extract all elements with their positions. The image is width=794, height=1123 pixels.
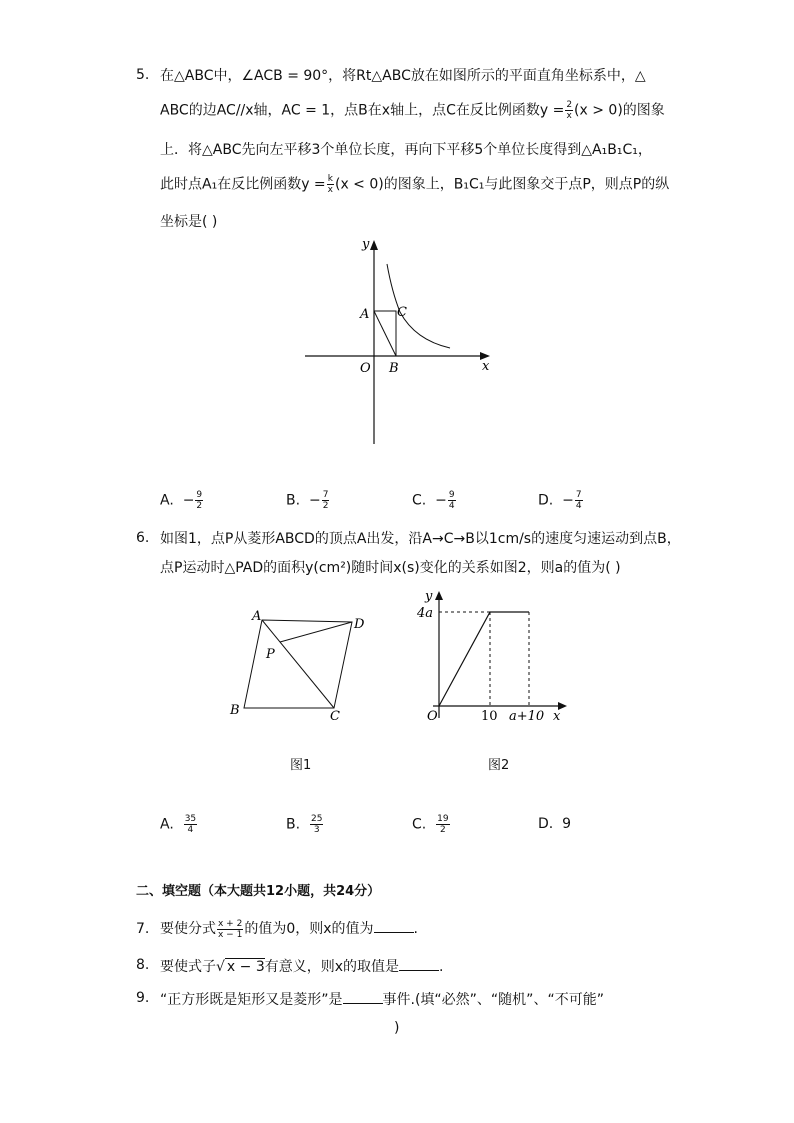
q5-line4-b: (x < 0)的图象上，B₁C₁与此图象交于点P，则点P的纵 bbox=[334, 176, 670, 193]
section2-heading: 二、填空题（本大题共12小题，共24分） bbox=[136, 884, 381, 899]
q6-caption-fig2: 图2 bbox=[488, 758, 510, 773]
q9-line: “正方形既是矩形又是菱形”是 事件.(填“必然”、“随机”、“不可能” bbox=[160, 989, 604, 1010]
q6-label-D: D bbox=[354, 617, 365, 632]
q5-fraction-k-over-x: $\frac{k}{x}$ bbox=[327, 174, 333, 195]
q5-line2-a: ABC的边AC//x轴，AC = 1，点B在x轴上，点C在反比例函数y = bbox=[160, 102, 565, 119]
q8-sqrt-symbol: √ bbox=[216, 959, 225, 975]
q6-line1: 如图1，点P从菱形ABCD的顶点A出发，沿A→C→B以1cm/s的速度匀速运动到点B， bbox=[160, 531, 681, 547]
q8-number: 8. bbox=[136, 957, 150, 973]
q9-closing-paren: ) bbox=[394, 1020, 400, 1036]
q5-line1: 在△ABC中，∠ACB = 90°，将Rt△ABC放在如图所示的平面直角坐标系中，△ bbox=[160, 68, 646, 84]
q6-figure2-graph bbox=[415, 586, 575, 726]
q6-diagonal-AC bbox=[262, 620, 334, 708]
q6-line2: 点P运动时△PAD的面积y(cm²)随时间x(s)变化的关系如图2，则a的值为( ) bbox=[160, 560, 621, 576]
q6-option-a[interactable]: A. $\frac{35}{4}$ bbox=[160, 814, 197, 835]
q5-fraction-2-over-x: $\frac{2}{x}$ bbox=[566, 100, 573, 121]
q5-number: 5. bbox=[136, 67, 150, 83]
q7-number: 7. bbox=[136, 921, 150, 937]
q6-option-b[interactable]: B. $\frac{25}{3}$ bbox=[286, 814, 323, 835]
q7-answer-blank[interactable] bbox=[374, 918, 414, 933]
q5-line2-b: (x > 0)的图象 bbox=[574, 102, 665, 119]
q5-option-d[interactable]: D. − $\frac{7}{4}$ bbox=[538, 490, 582, 511]
q5-option-b[interactable]: B. − $\frac{7}{2}$ bbox=[286, 490, 329, 511]
q6-label-B: B bbox=[230, 703, 240, 718]
q5-option-a[interactable]: A. − $\frac{9}{2}$ bbox=[160, 490, 203, 511]
q5-y-axis-arrow bbox=[370, 240, 378, 250]
q5-segment-AB bbox=[374, 311, 396, 356]
q5-label-y: y bbox=[362, 237, 370, 252]
q6-number: 6. bbox=[136, 530, 150, 546]
q5-line4-a: 此时点A₁在反比例函数y = bbox=[160, 176, 326, 193]
q8-answer-blank[interactable] bbox=[399, 956, 439, 971]
q6-figure1-rhombus bbox=[222, 600, 382, 725]
q9-number: 9. bbox=[136, 990, 150, 1006]
q5-coordinate-figure bbox=[300, 232, 500, 452]
q5-line4 bbox=[160, 174, 669, 195]
q6-option-c[interactable]: C. $\frac{19}{2}$ bbox=[412, 814, 449, 835]
q5-label-C: C bbox=[397, 305, 407, 320]
q6-graph-y-arrow bbox=[435, 591, 443, 600]
q6-graph-tick-4a: 4a bbox=[417, 606, 434, 621]
q6-graph-label-x: x bbox=[553, 709, 561, 724]
q9-answer-blank[interactable] bbox=[343, 989, 383, 1004]
q6-label-P: P bbox=[266, 647, 275, 662]
q5-label-B: B bbox=[389, 361, 399, 376]
q6-graph-label-y: y bbox=[425, 589, 433, 604]
q6-graph-tick-a10: a+10 bbox=[509, 709, 545, 724]
q6-graph-area-line bbox=[439, 612, 529, 706]
q8-line: 要使式子√ x − 3有意义，则x的取值是 . bbox=[160, 956, 444, 977]
q8-radicand: x − 3 bbox=[226, 959, 265, 975]
q6-graph-tick-10: 10 bbox=[481, 709, 498, 724]
q5-line2 bbox=[160, 100, 665, 121]
q5-label-x: x bbox=[482, 359, 490, 374]
q5-label-A: A bbox=[360, 307, 370, 322]
q6-label-A: A bbox=[252, 609, 262, 624]
q5-option-c[interactable]: C. − $\frac{9}{4}$ bbox=[412, 490, 455, 511]
q7-fraction: $\frac{x + 2}{x - 1}$ bbox=[218, 918, 243, 940]
q7-line: 要使分式 $\frac{x + 2}{x - 1}$ 的值为0，则x的值为 . bbox=[160, 918, 418, 940]
q5-label-O: O bbox=[360, 361, 371, 376]
q5-line5: 坐标是( ) bbox=[160, 214, 218, 230]
q6-graph-label-O: O bbox=[427, 709, 438, 724]
q6-caption-fig1: 图1 bbox=[290, 758, 312, 773]
q5-line3: 上．将△ABC先向左平移3个单位长度，再向下平移5个单位长度得到△A₁B₁C₁， bbox=[160, 142, 652, 158]
q6-segment-PD bbox=[280, 622, 352, 642]
q6-option-d[interactable]: D. 9 bbox=[538, 816, 572, 832]
q6-label-C: C bbox=[330, 709, 340, 724]
